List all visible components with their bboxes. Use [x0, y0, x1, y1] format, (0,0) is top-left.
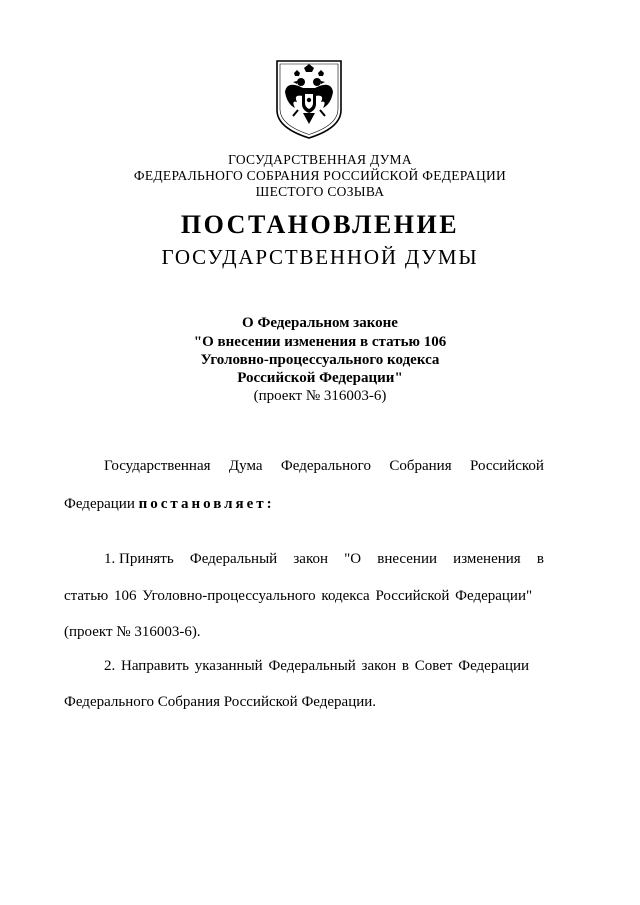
subject-line-3: Уголовно-процессуального кодекса	[200, 352, 440, 368]
item-1-word: "О	[344, 551, 362, 567]
preamble-word: Государственная	[104, 458, 211, 474]
item-1-word: Федеральный	[189, 551, 278, 567]
subject-line-4: Российской Федерации"	[237, 370, 403, 386]
item-2-line-2: Федерального Собрания Российской Федерации.	[64, 694, 377, 710]
preamble-prefix: Федерации	[64, 496, 135, 512]
org-name-line-2: ФЕДЕРАЛЬНОГО СОБРАНИЯ РОССИЙСКОЙ ФЕДЕРАЦИИ	[133, 168, 507, 183]
preamble-line-1	[104, 458, 544, 475]
item-2-line-1: 2. Направить указанный Федеральный закон в Совет Федерации	[104, 658, 530, 674]
convocation-line: ШЕСТОГО СОЗЫВА	[255, 184, 385, 199]
resolves-verb: постановляет:	[138, 496, 275, 512]
item-1-word: 1. Принять	[104, 551, 174, 567]
preamble-word: Дума	[228, 458, 263, 474]
subject-line-2: "О внесении изменения в статью 106	[193, 334, 447, 350]
item-1-word: изменения	[453, 551, 521, 567]
document-title: ПОСТАНОВЛЕНИЕ	[180, 210, 460, 239]
item-1-word: внесении	[377, 551, 438, 567]
item-1-word: закон	[293, 551, 328, 567]
coat-of-arms-icon	[273, 58, 345, 140]
document-subtitle: ГОСУДАРСТВЕННОЙ ДУМЫ	[161, 245, 479, 269]
item-1-line-3: (проект № 316003-6).	[64, 624, 201, 640]
preamble-word: Собрания	[389, 458, 452, 474]
item-1-word: в	[536, 551, 544, 567]
project-number: (проект № 316003-6)	[253, 388, 387, 404]
item-1-line-2: статью 106 Уголовно-процессуального кодекса Российской Федерации"	[64, 588, 533, 604]
preamble-line-2	[64, 496, 275, 513]
preamble-word: Федерального	[280, 458, 371, 474]
subject-line-1: О Федеральном законе	[242, 315, 398, 331]
item-1-line-1	[104, 551, 544, 568]
preamble-word: Российской	[470, 458, 544, 474]
org-name-line-1: ГОСУДАРСТВЕННАЯ ДУМА	[228, 152, 412, 167]
